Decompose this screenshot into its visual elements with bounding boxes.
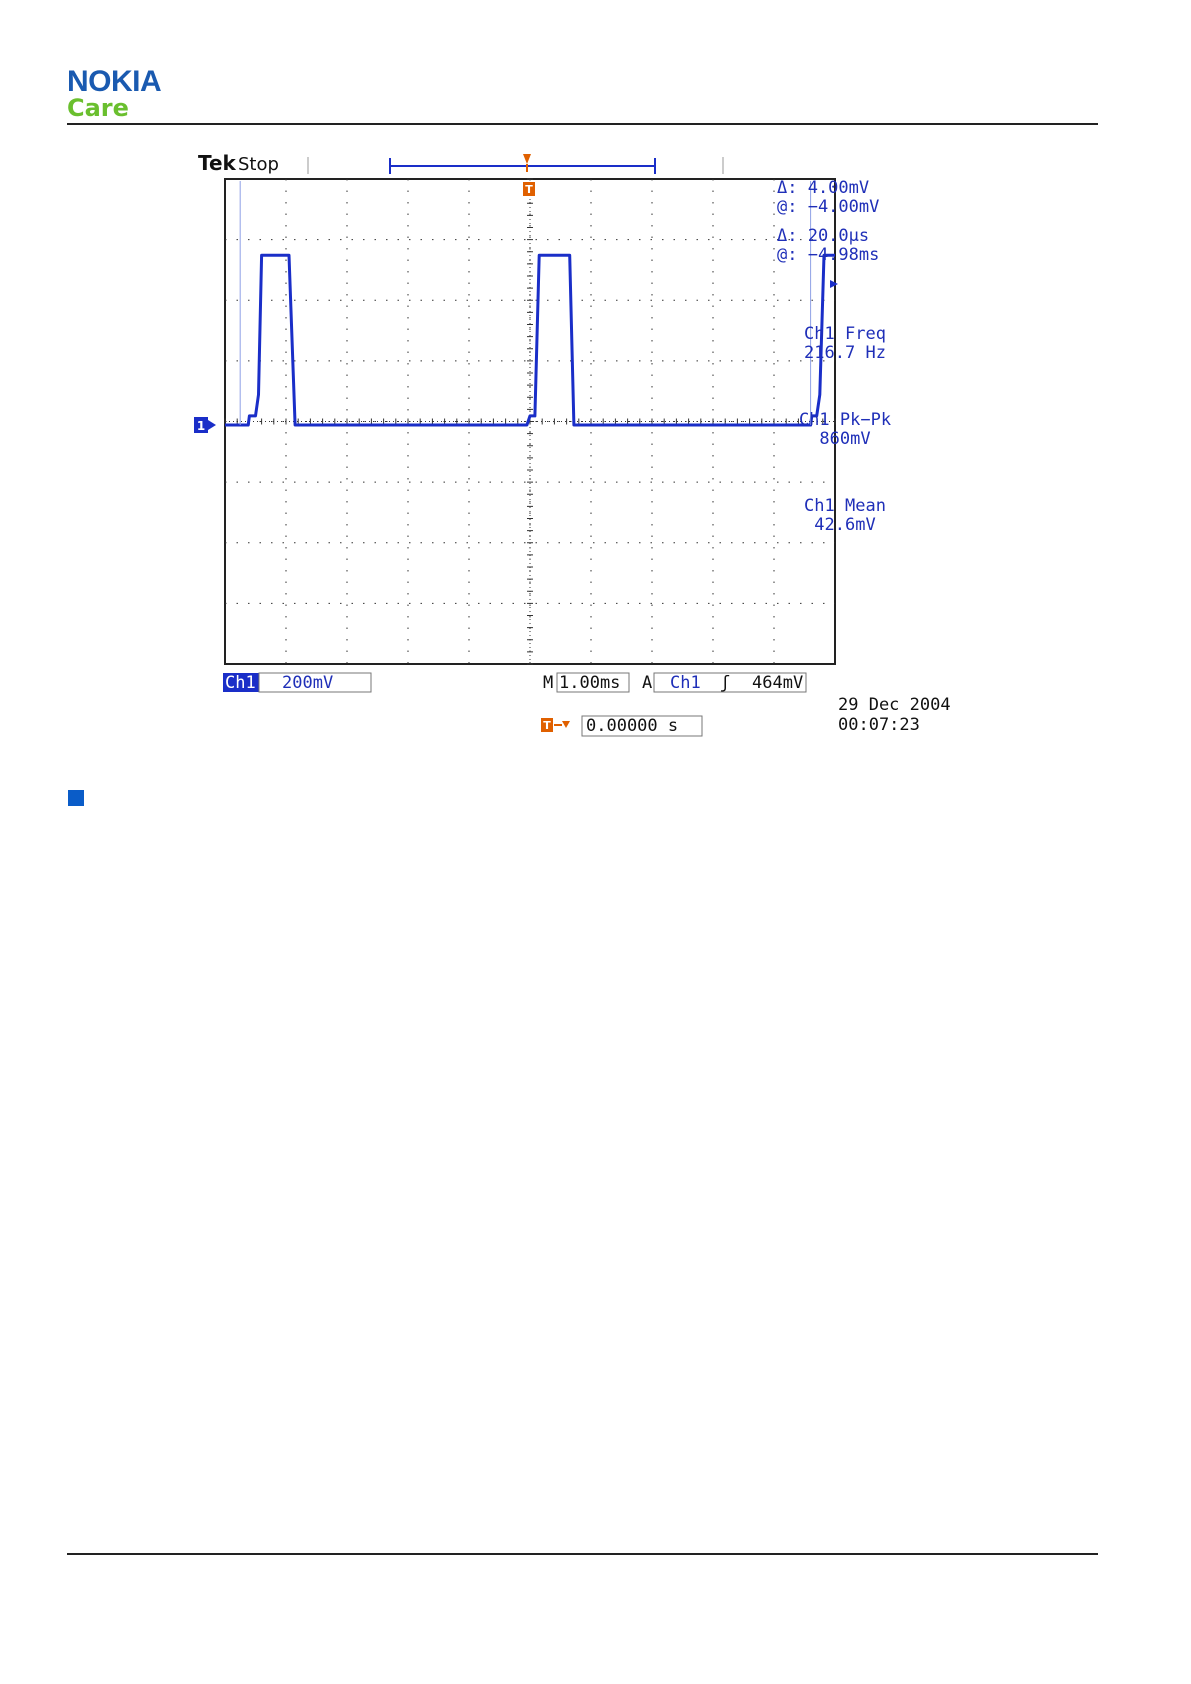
trigger-level: 464mV <box>752 673 804 693</box>
trigger-marker <box>523 182 535 196</box>
timebase-prefix: M <box>543 673 554 693</box>
measurement-value: 216.7 Hz <box>804 343 886 363</box>
measurement-value: 860mV <box>819 429 871 449</box>
bullet-square-icon <box>68 790 84 806</box>
trigger-marker-label: T <box>525 183 533 196</box>
record-view-bar <box>390 154 655 174</box>
trigger-position-icon <box>523 154 531 164</box>
measurement-label: Ch1 Mean <box>804 496 886 516</box>
ch1-badge-label: Ch1 <box>225 673 256 693</box>
delta-voltage-readout: Δ: 4.00mV <box>777 178 870 198</box>
capture-date: 29 Dec 2004 <box>838 695 951 715</box>
oscilloscope-display <box>190 152 990 742</box>
timebase-value: 1.00ms <box>559 673 621 693</box>
nokia-logo: NOKIA <box>67 65 162 98</box>
header-rule <box>67 123 1098 125</box>
acquisition-state: Stop <box>238 154 279 175</box>
measurement-label: Ch1 Pk−Pk <box>798 410 892 430</box>
grid-lines <box>225 179 835 664</box>
tek-brand: Tek <box>198 152 236 175</box>
trigger-source: Ch1 <box>670 673 701 693</box>
footer-rule <box>67 1553 1098 1555</box>
delta-time-readout: Δ: 20.0µs <box>777 226 870 246</box>
trigger-slope-icon: ʃ <box>720 673 731 693</box>
capture-time: 00:07:23 <box>838 715 920 735</box>
cursor-voltage-readout: @: −4.00mV <box>777 197 880 217</box>
cursor-time-readout: @: −4.98ms <box>777 245 880 265</box>
vertical-scale: 200mV <box>282 673 334 693</box>
graticule <box>225 179 838 664</box>
ch1-marker-label: 1 <box>196 419 206 433</box>
trigger-mode-prefix: A <box>642 673 653 693</box>
svg-text:T: T <box>543 719 551 732</box>
oscilloscope-screenshot <box>190 152 990 742</box>
measurement-label: Ch1 Freq <box>804 324 886 344</box>
measurement-value: 42.6mV <box>814 515 876 535</box>
ch1-ground-marker <box>194 417 216 433</box>
trigger-position-icon <box>541 718 570 732</box>
trigger-position: 0.00000 s <box>586 716 679 736</box>
care-logo: Care <box>67 94 129 122</box>
